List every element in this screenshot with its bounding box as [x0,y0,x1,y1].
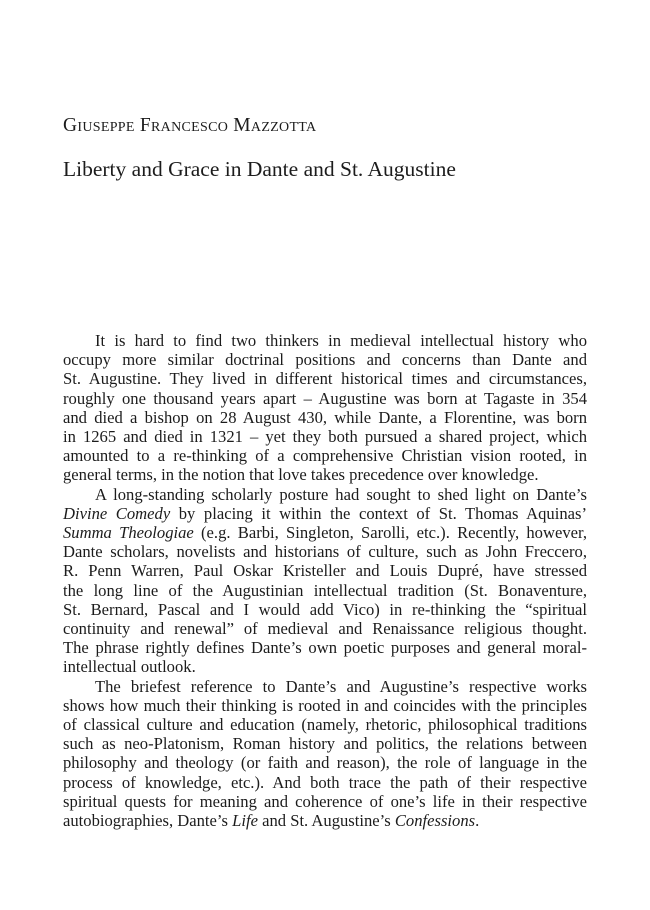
text-line: St. Augustine. They lived in different historical times and circumstances, [63,369,587,389]
text-line: intellectual outlook. [63,657,196,677]
paragraph [63,485,587,677]
text-line: continuity and renewal” of medieval and Renaissance religious thought. [63,619,587,639]
text-line: St. Bernard, Pascal and I would add Vico) in re-thinking the “spiritual [63,599,587,619]
author-name: Giuseppe Francesco Mazzotta [63,115,317,136]
text-line: of classical culture and education (namely, rhetoric, philosophical traditions [63,715,587,735]
text-line: Summa Theologiae (e.g. Barbi, Singleton, Sarolli, etc.). Recently, however, [63,523,587,543]
italic-title: Confessions [394,811,476,831]
text-line: the long line of the Augustinian intellectual tradition (St. Bonaventure, [63,580,587,600]
text-line: autobiographies, Dante’s Life and St. Augustine’s Confessions. [63,811,480,831]
text-line: Divine Comedy by placing it within the context of St. Thomas Aquinas’ [63,503,587,523]
text-line: amounted to a re-thinking of a comprehensive Christian vision rooted, in [63,446,587,466]
body-text [63,331,587,830]
italic-title: Divine Comedy [63,503,171,523]
text-line: and died a bishop on 28 August 430, while Dante, a Florentine, was born [63,407,587,427]
paragraph [63,677,587,831]
text-line: It is hard to find two thinkers in medieval intellectual history who [95,331,587,350]
text-line: such as neo-Platonism, Roman history and politics, the relations between [63,734,587,754]
text-line: in 1265 and died in 1321 – yet they both pursued a shared project, which [63,427,587,447]
text-line: general terms, in the notion that love takes precedence over knowledge. [63,465,539,485]
italic-title: Summa Theologiae [63,523,194,543]
text-line: Dante scholars, novelists and historians of culture, such as John Freccero, [63,542,587,562]
text-line: The briefest reference to Dante’s and Augustine’s respective works [95,676,587,696]
text-line: spiritual quests for meaning and coherence of one’s life in their respective [63,791,587,811]
chapter-title: Liberty and Grace in Dante and St. Augustine [63,157,456,181]
paragraph [63,331,587,485]
italic-title: Life [232,811,258,831]
text-line: philosophy and theology (or faith and reason), the role of language in the [63,753,587,773]
text-line: shows how much their thinking is rooted in and coincides with the principles [63,695,587,715]
text-line: A long-standing scholarly posture had sought to shed light on Dante’s [95,484,587,504]
text-line: The phrase rightly defines Dante’s own poetic purposes and general moral- [63,638,587,658]
text-line: process of knowledge, etc.). And both trace the path of their respective [63,772,587,792]
text-line: occupy more similar doctrinal positions and concerns than Dante and [63,350,587,370]
text-line: R. Penn Warren, Paul Oskar Kristeller and Louis Dupré, have stressed [63,561,587,581]
text-line: roughly one thousand years apart – Augustine was born at Tagaste in 354 [63,388,587,408]
